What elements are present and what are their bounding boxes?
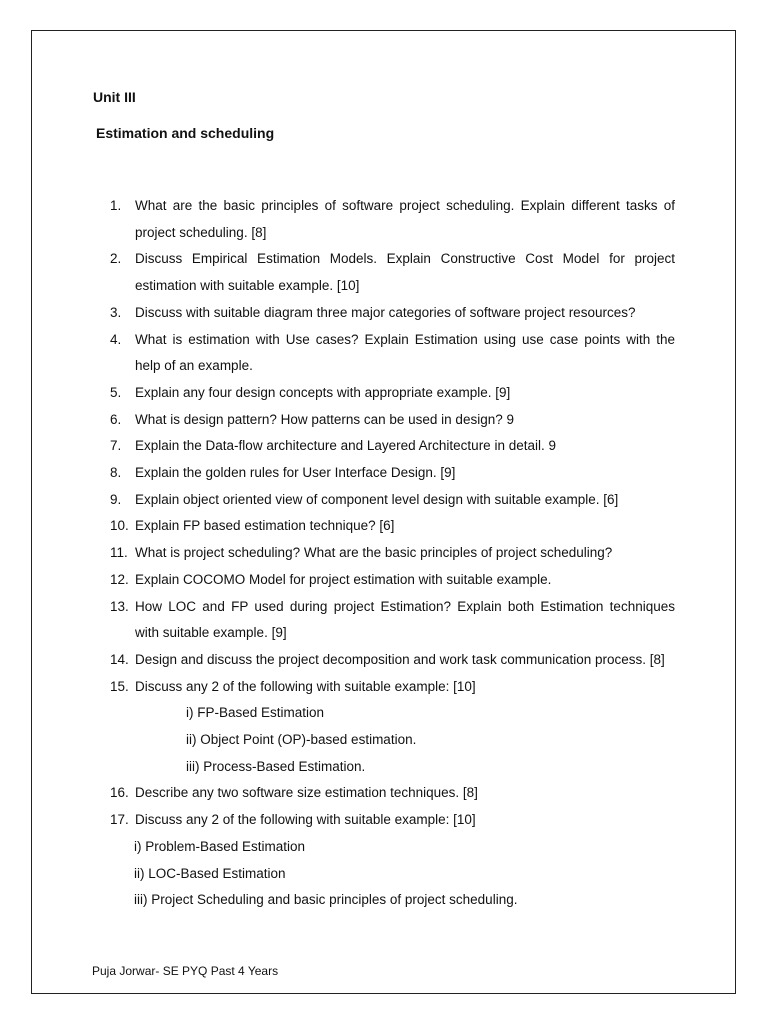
- question-list: [0, 193, 768, 914]
- question-text: Discuss with suitable diagram three major categories of software project resources?: [135, 304, 636, 320]
- question-number: 3.: [110, 304, 122, 320]
- q17-subitem: ii) LOC-Based Estimation: [134, 865, 286, 881]
- q17-subitem: i) Problem-Based Estimation: [134, 838, 306, 854]
- q17-subitem: iii) Project Scheduling and basic principles of project scheduling.: [134, 892, 518, 908]
- question-number: 14.: [110, 651, 129, 667]
- q15-subitem: ii) Object Point (OP)-based estimation.: [186, 732, 417, 748]
- question-11: [0, 540, 768, 567]
- question-text: Discuss any 2 of the following with suitable example: [10]: [135, 812, 476, 828]
- question-text: Design and discuss the project decomposition and work task communication process. [8]: [135, 651, 665, 667]
- question-text: Explain any four design concepts with appropriate example. [9]: [135, 384, 511, 400]
- question-number: 6.: [110, 411, 122, 427]
- question-text: What are the basic principles of software project scheduling. Explain different tasks of project scheduling. [8]: [135, 198, 675, 240]
- question-text: What is project scheduling? What are the basic principles of project scheduling?: [135, 545, 613, 561]
- question-number: 11.: [110, 545, 128, 561]
- question-12: [0, 567, 768, 594]
- question-text: Explain the golden rules for User Interface Design. [9]: [135, 465, 456, 481]
- question-3: [0, 300, 768, 327]
- question-number: 17.: [110, 812, 129, 828]
- section-title: Estimation and scheduling: [96, 125, 275, 141]
- question-6: [0, 407, 768, 434]
- question-text: Discuss Empirical Estimation Models. Explain Constructive Cost Model for project estimation with suitable example. [10]: [135, 251, 675, 294]
- question-number: 7.: [110, 438, 122, 454]
- question-2: [0, 246, 768, 299]
- question-text: Describe any two software size estimation techniques. [8]: [135, 785, 478, 801]
- question-text: Explain COCOMO Model for project estimation with suitable example.: [135, 571, 552, 587]
- question-13: [0, 594, 768, 647]
- question-9: [0, 487, 768, 514]
- question-16: [0, 780, 768, 807]
- question-number: 1.: [110, 198, 122, 213]
- question-text: What is estimation with Use cases? Explain Estimation using use case points with the help of an example.: [135, 331, 675, 374]
- question-text: Discuss any 2 of the following with suitable example: [10]: [135, 678, 476, 694]
- question-number: 16.: [110, 785, 129, 801]
- question-number: 9.: [110, 491, 122, 507]
- question-8: [0, 460, 768, 487]
- q15-subitem: i) FP-Based Estimation: [186, 705, 325, 721]
- question-text: Explain FP based estimation technique? [6]: [135, 518, 395, 534]
- question-number: 2.: [110, 251, 122, 267]
- question-text: Explain the Data-flow architecture and Layered Architecture in detail. 9: [135, 438, 556, 454]
- question-7: [0, 433, 768, 460]
- question-4: [0, 327, 768, 380]
- question-text: How LOC and FP used during project Estimation? Explain both Estimation techniques with suitable example. [9]: [135, 598, 675, 641]
- question-1: [0, 193, 768, 246]
- question-14: [0, 647, 768, 674]
- question-number: 8.: [110, 465, 122, 481]
- question-text: What is design pattern? How patterns can be used in design? 9: [135, 411, 514, 427]
- question-text: Explain object oriented view of component level design with suitable example. [6]: [135, 491, 619, 507]
- question-number: 4.: [110, 331, 122, 347]
- question-number: 15.: [110, 678, 129, 694]
- question-15: [0, 674, 768, 701]
- question-number: 10.: [110, 518, 129, 534]
- unit-title: Unit III: [93, 89, 136, 105]
- question-5: [0, 380, 768, 407]
- question-number: 5.: [110, 384, 122, 400]
- question-number: 12.: [110, 571, 129, 587]
- question-17: [0, 807, 768, 834]
- page-footer: Puja Jorwar- SE PYQ Past 4 Years: [92, 964, 279, 978]
- question-10: [0, 513, 768, 540]
- q15-subitem: iii) Process-Based Estimation.: [186, 758, 366, 774]
- question-number: 13.: [110, 598, 129, 614]
